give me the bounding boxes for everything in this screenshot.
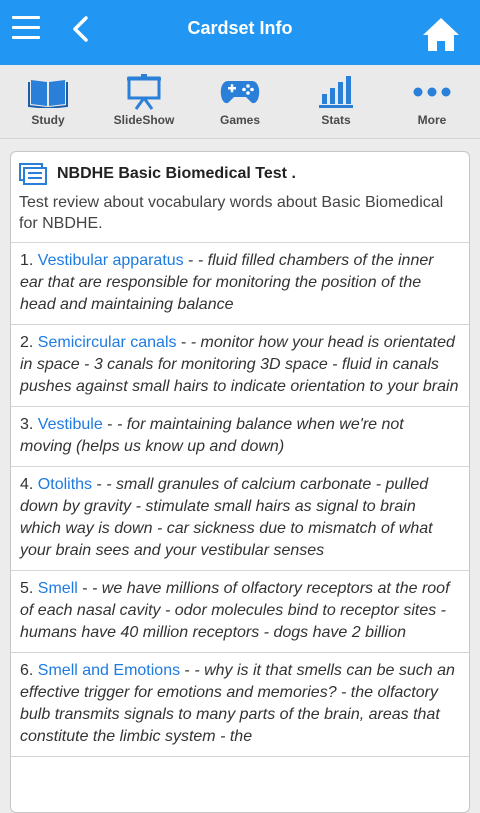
presentation-icon <box>126 74 162 110</box>
card-number: 5. <box>20 580 34 597</box>
card-item[interactable] <box>11 243 469 325</box>
card-number: 6. <box>20 662 34 679</box>
card-definition: - fluid filled chambers of the inner ear that are responsible for monitoring the position of the head and maintaining balance <box>20 252 434 313</box>
card-definition: - small granules of calcium carbonate - pulled down by gravity - stimulate small hairs as signal to brain which way is down - car sickness due to mismatch of what your brain sees and your vestibular senses <box>20 476 433 559</box>
card-number: 2. <box>20 334 34 351</box>
card-item[interactable] <box>11 571 469 653</box>
card-separator: - <box>180 662 195 679</box>
card-item[interactable] <box>11 653 469 757</box>
tab-study-label: Study <box>31 113 65 127</box>
card-separator: - <box>92 476 107 493</box>
card-separator: - <box>183 252 198 269</box>
tab-more[interactable] <box>384 65 480 138</box>
tab-games[interactable] <box>192 65 288 138</box>
tab-more-label: More <box>417 113 447 127</box>
card-definition: - monitor how your head is orientated in space - 3 canals for monitoring 3D space - fluid in canals pushes against small hairs to indicate orientation to your brain <box>20 334 459 395</box>
tab-games-label: Games <box>219 113 261 127</box>
gamepad-icon <box>220 77 260 107</box>
card-number: 4. <box>20 476 34 493</box>
tab-slideshow[interactable] <box>96 65 192 138</box>
cardset-description: Test review about vocabulary words about Basic Biomedical for NBDHE. <box>19 194 444 232</box>
card-separator: - <box>176 334 191 351</box>
tab-bar <box>0 65 480 139</box>
page-title: Cardset Info <box>187 18 293 38</box>
tab-stats-label: Stats <box>321 113 351 127</box>
bar-chart-icon <box>318 76 354 108</box>
card-item[interactable] <box>11 325 469 407</box>
card-term-link[interactable]: Vestibular apparatus <box>37 252 184 269</box>
app-header <box>0 0 480 65</box>
card-separator: - <box>102 416 117 433</box>
card-separator: - <box>77 580 93 597</box>
home-icon[interactable] <box>420 14 462 54</box>
tab-study[interactable] <box>0 65 96 138</box>
cardset-title: NBDHE Basic Biomedical Test . <box>57 165 296 182</box>
card-term-link[interactable]: Semicircular canals <box>37 334 177 351</box>
card-term-link[interactable]: Vestibule <box>37 416 103 433</box>
card-definition: - why is it that smells can be such an effective trigger for emotions and memories? - the olfactory bulb transmits signals to many parts of the brain, areas that constitute the limbic system - the <box>20 662 455 745</box>
cardset-header <box>11 152 469 243</box>
cardset-panel <box>10 151 470 813</box>
card-item[interactable] <box>11 467 469 571</box>
card-term-link[interactable]: Smell <box>37 580 78 597</box>
tab-stats[interactable] <box>288 65 384 138</box>
card-term-link[interactable]: Smell and Emotions <box>37 662 181 679</box>
card-definition: - we have millions of olfactory receptors at the roof of each nasal cavity - odor molecules bind to receptor sites - humans have 40 million receptors - dogs have 2 billion <box>20 580 450 641</box>
card-number: 3. <box>20 416 34 433</box>
card-term-link[interactable]: Otoliths <box>37 476 93 493</box>
more-dots-icon <box>412 86 452 98</box>
card-item[interactable] <box>11 407 469 467</box>
cards-icon <box>19 163 47 185</box>
book-icon <box>28 76 68 108</box>
card-number: 1. <box>20 252 34 269</box>
card-definition: - for maintaining balance when we're not moving (helps us know up and down) <box>20 416 404 455</box>
tab-slideshow-label: SlideShow <box>113 113 175 127</box>
